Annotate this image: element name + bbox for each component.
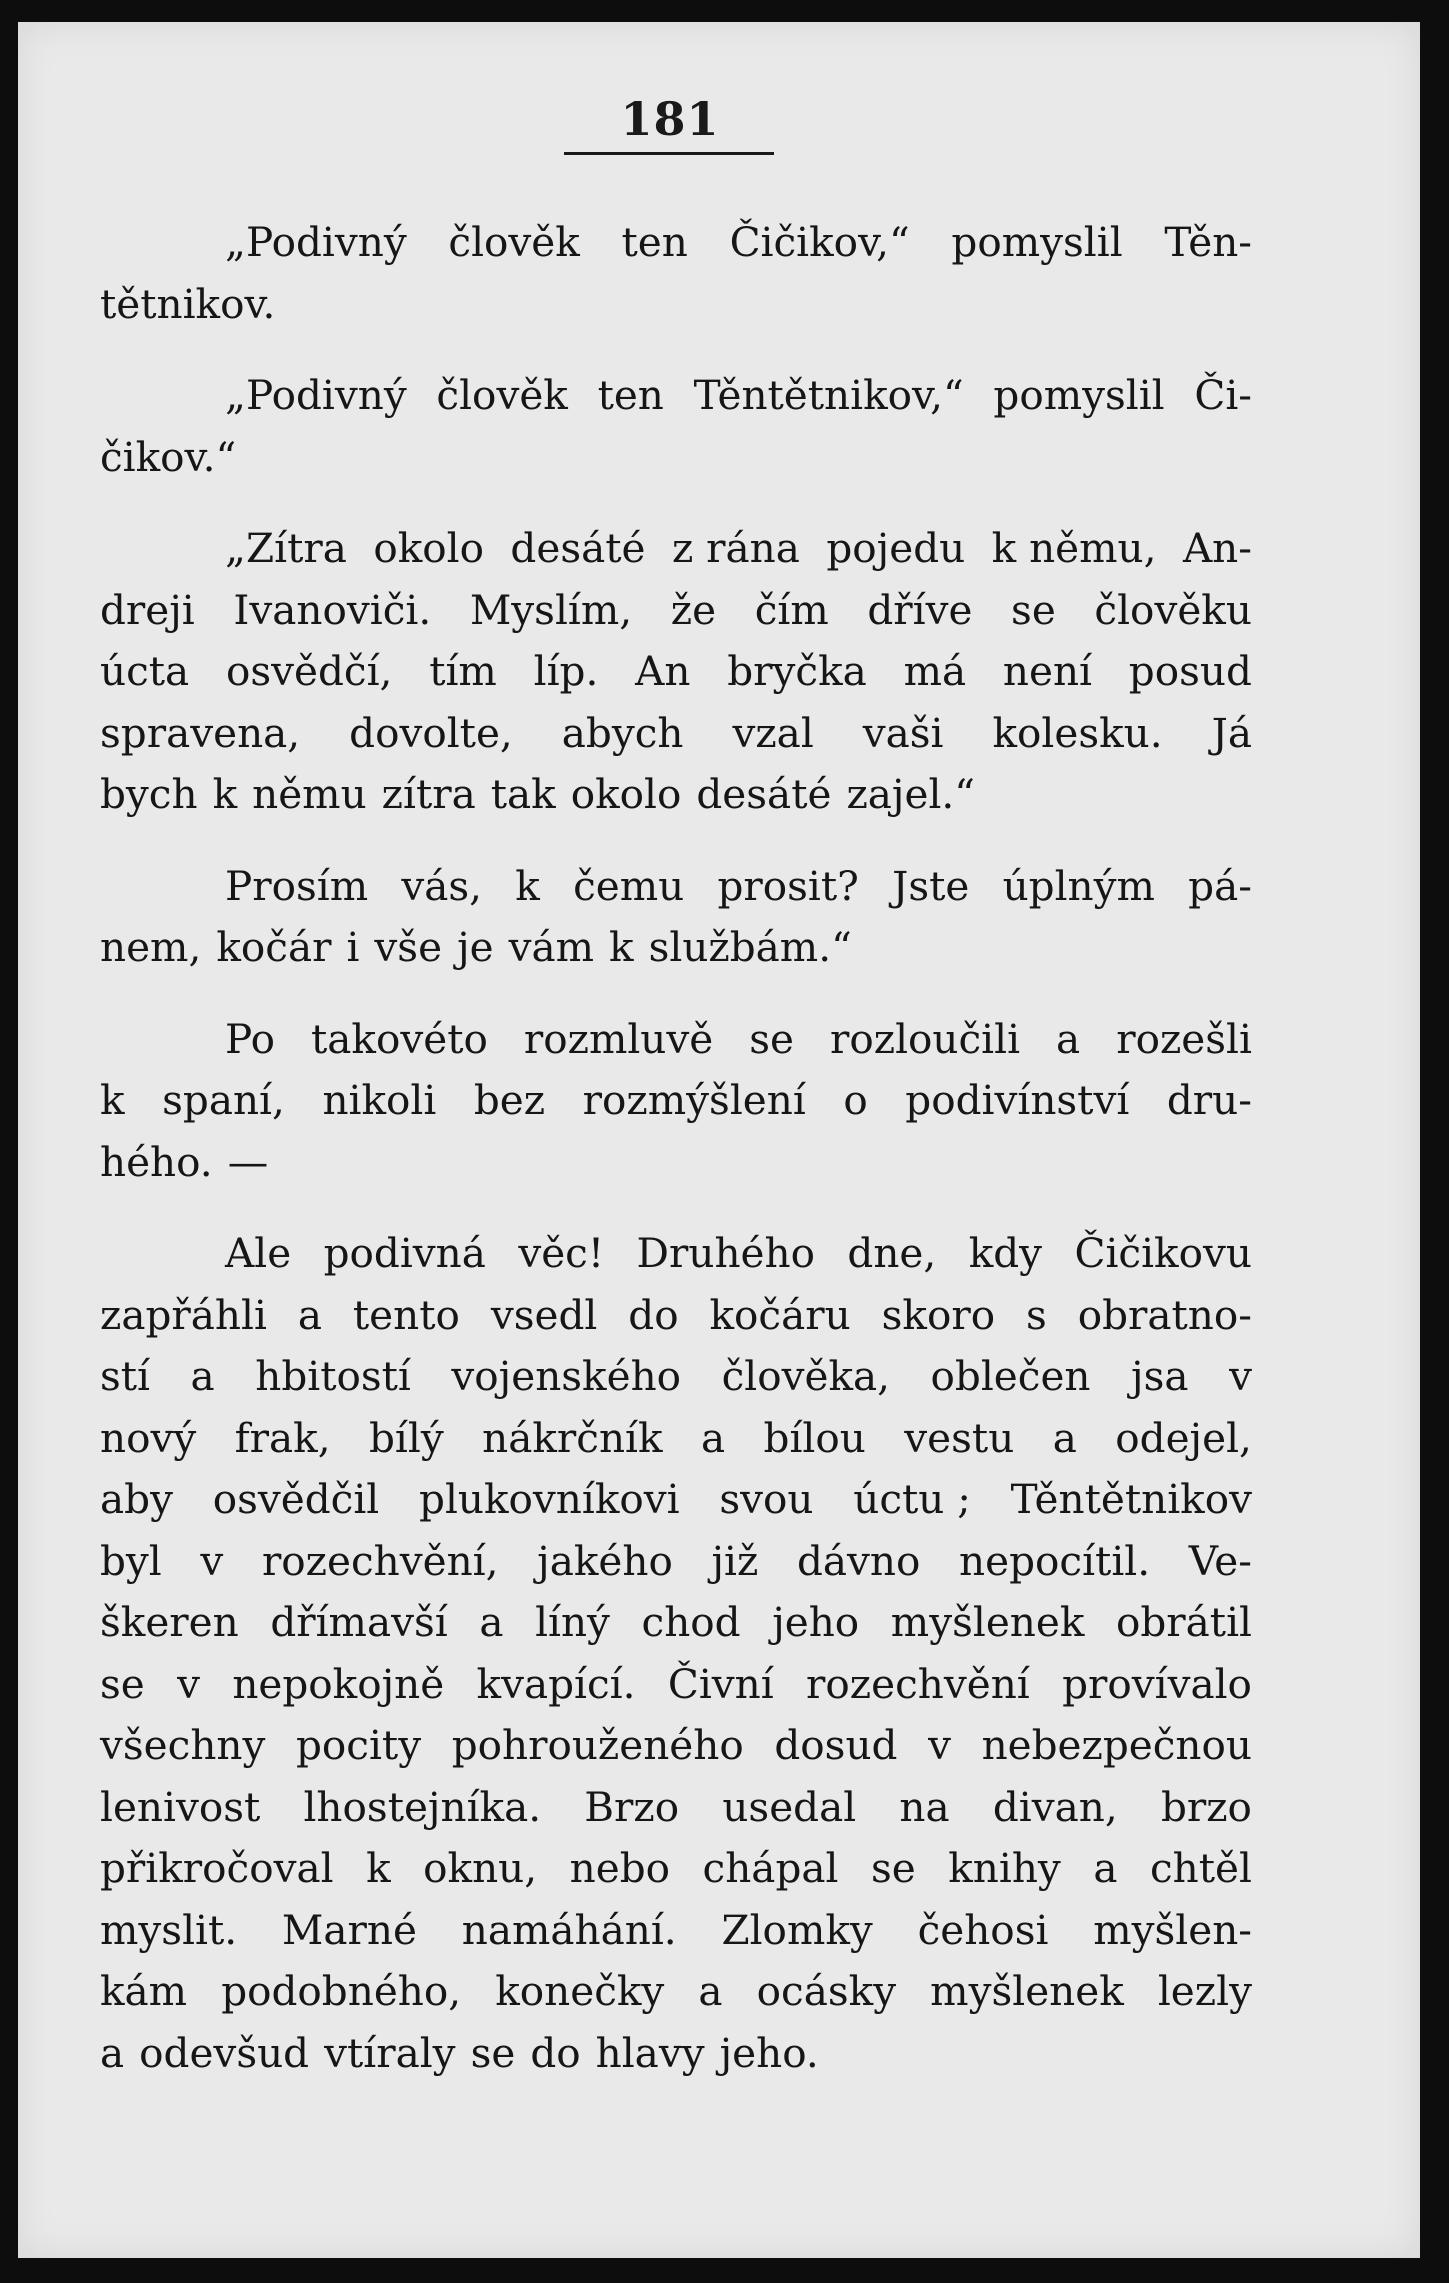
paragraph [100,856,1252,979]
word: Druhého [636,1229,815,1277]
text-line [100,1838,1252,1900]
word: ten [597,371,664,419]
text-line [100,917,1252,979]
word: čemu [573,861,685,910]
paragraph-gap [100,488,1252,518]
word: knihy [948,1844,1061,1892]
word: lhostejníka. [303,1782,542,1831]
word: prosit? [717,861,859,910]
word: vojenského [451,1352,682,1400]
word: škeren [100,1598,239,1646]
text-line [100,518,1252,580]
word: nebo [569,1844,671,1892]
word: není [1002,647,1093,695]
text-line [100,1715,1252,1777]
text-line [100,1469,1252,1531]
word: již [711,1536,759,1585]
word: stí [100,1352,151,1400]
word: jeho [772,1598,860,1646]
word: Já [1211,708,1252,757]
word: hlavy [595,2028,705,2077]
word: že [670,585,717,634]
word: bez [473,1076,546,1124]
word: s [1026,1290,1047,1339]
word: bych [100,770,198,818]
word: na [899,1782,950,1831]
word: kvapící. [476,1659,636,1708]
word: dovolte, [349,708,513,757]
word: Jste [892,861,970,910]
word: všechny [100,1721,266,1769]
word: okolo [570,770,682,818]
text-line [100,274,1252,336]
word: jakého [537,1536,673,1585]
word: „Podivný [225,218,407,266]
word: „Zítra [225,524,347,572]
body-text [100,212,1252,2084]
book-page [18,22,1420,2258]
word: Čivní [667,1659,774,1708]
paragraph-gap [100,1193,1252,1223]
page-number: 181 [620,92,720,146]
word: v [928,1721,951,1769]
word: Čičikov,“ [729,218,910,266]
word: rozešli [1116,1014,1252,1063]
word: usedal [722,1782,857,1831]
word: okolo [373,524,484,572]
word: a [1093,1844,1118,1892]
word: odejel, [1115,1413,1252,1462]
word: pá- [1188,861,1252,910]
word: vsedl [490,1290,598,1339]
word: rozloučili [830,1014,1021,1063]
word: An [635,647,691,695]
word: a [190,1352,215,1400]
word: rozmluvě [523,1014,714,1063]
word: jeho. [719,2028,819,2077]
word: hého. [100,1137,213,1186]
word: k [515,861,540,910]
word: tento [352,1290,460,1339]
word: je [457,923,494,971]
word: kdy [968,1229,1043,1277]
word: dne, [847,1229,937,1277]
word: nepokojně [232,1659,445,1708]
word: kočáru [709,1290,851,1339]
word: líný [535,1598,610,1646]
page-header [558,92,782,155]
word: aby [100,1475,173,1523]
word: Těntětnikov,“ [693,371,964,419]
word: dřímavší [270,1598,448,1646]
text-line [100,764,1252,826]
word: v [1229,1352,1252,1400]
word: a [1056,1014,1081,1063]
word: věc! [518,1229,605,1277]
text-line [100,1346,1252,1408]
word: se [749,1014,794,1063]
word: člověku [1094,585,1252,634]
word: chtěl [1150,1844,1252,1892]
word: byl [100,1536,162,1585]
word: se [470,2028,516,2077]
word: kám [100,1967,188,2015]
word: se [100,1659,145,1708]
word: v [177,1659,200,1708]
word: nepocítil. [959,1536,1151,1585]
word: úplným [1002,861,1155,910]
word: kočár [216,923,332,971]
word: podivínství [905,1076,1130,1124]
word: do [628,1290,679,1339]
paragraph [100,212,1252,335]
word: provívalo [1062,1659,1252,1708]
word: kolesku. [992,708,1163,757]
paragraph-gap [100,335,1252,365]
word: oknu, [423,1844,538,1892]
word: frak, [234,1413,331,1462]
word: Ale [225,1229,292,1277]
word: Brzo [584,1782,680,1831]
word: a [479,1598,504,1646]
word: rozechvění, [261,1536,499,1585]
word: nákrčník [482,1413,663,1462]
text-line [100,580,1252,642]
word: myšlen- [1093,1905,1252,1954]
word: úcta [100,647,190,695]
word: o [843,1076,868,1124]
word: se [1011,585,1056,634]
word: dříve [867,585,973,634]
word: An- [1182,524,1252,572]
word: přikročoval [100,1844,334,1892]
word: obrátil [1115,1598,1252,1646]
word: takovéto [311,1014,488,1063]
word: abych [561,708,684,757]
word: Zlomky [721,1905,873,1954]
word: a [698,1967,723,2015]
word: myšlenek [930,1967,1124,2015]
word: Čičikovu [1074,1229,1252,1277]
word: podivná [323,1229,486,1277]
word: vzal [732,708,814,757]
word: dosud [774,1721,898,1769]
word: brzo [1160,1782,1252,1831]
word: pojedu [826,524,966,572]
text-line [100,2023,1252,2085]
text-line [100,427,1252,489]
word: desáté [510,524,646,572]
word: osvědčil [212,1475,380,1523]
paragraph [100,518,1252,826]
word: k němu, [991,524,1157,572]
word: vtíraly [324,2028,456,2077]
word: spaní, [162,1076,285,1124]
word: hbitostí [255,1352,411,1400]
text-line [100,1070,1252,1132]
word: ocásky [756,1967,897,2015]
word: pohrouženého [451,1721,744,1769]
word: líp. [533,647,599,695]
word: Ve- [1188,1536,1252,1585]
word: obratno- [1077,1290,1252,1339]
header-rule [564,152,774,155]
word: vám [508,923,595,971]
word: plukovníkovi [419,1475,680,1523]
word: a [1052,1413,1077,1462]
word: bílý [369,1413,444,1462]
word: vše [374,923,443,971]
word: Těn- [1164,218,1252,266]
word: rozechvění [806,1659,1030,1708]
word: Prosím [225,861,369,910]
word: spravena, [100,708,301,757]
word: k [212,770,238,818]
text-line [100,1408,1252,1470]
word: pomyslil [993,371,1165,419]
word: — [227,1137,269,1186]
word: a [700,1413,726,1462]
text-line [100,1777,1252,1839]
word: čehosi [917,1905,1049,1954]
text-line [100,1592,1252,1654]
text-line [100,703,1252,765]
text-line [100,1531,1252,1593]
word: konečky [495,1967,665,2015]
word: a [100,2028,125,2077]
word: bryčka [727,647,867,695]
word: má [903,647,967,695]
word: zajel.“ [846,770,975,818]
word: posud [1128,647,1252,695]
text-line [100,641,1252,703]
word: lenivost [100,1782,261,1831]
word: Ivanoviči. [233,585,432,634]
word: čím [754,585,829,634]
word: člověk [436,371,568,419]
word: vaši [862,708,944,757]
text-line [100,1961,1252,2023]
word: oblečen [930,1352,1091,1400]
word: chod [641,1598,741,1646]
text-line [100,1223,1252,1285]
word: Či- [1194,371,1252,419]
word: z rána [671,524,800,572]
word: do [530,2028,581,2077]
word: tak [490,770,556,818]
word: svou [719,1475,814,1523]
paragraph [100,365,1252,488]
word: skoro [881,1290,996,1339]
word: vás, [401,861,483,910]
word: Těntětnikov [1010,1475,1252,1523]
word: ten [621,218,688,266]
paragraph [100,1009,1252,1194]
word: službám.“ [648,923,852,971]
word: zítra [381,770,476,818]
paragraph-gap [100,979,1252,1009]
word: nový [100,1413,197,1462]
word: k [366,1844,391,1892]
word: k [609,923,634,971]
word: tím [429,647,497,695]
word: nem, [100,923,202,971]
word: a [297,1290,322,1339]
word: jsa [1131,1352,1189,1400]
text-line [100,212,1252,274]
word: v [200,1536,224,1585]
word: zapřáhli [100,1290,267,1339]
word: rozmýšlení [582,1076,806,1124]
paragraph-gap [100,826,1252,856]
paragraph [100,1223,1252,2084]
word: myslit. [100,1905,238,1954]
word: osvědčí, [225,647,393,695]
word: se [870,1844,916,1892]
word: úctu ; [853,1475,971,1523]
word: čikov.“ [100,432,237,481]
word: lezly [1157,1967,1252,2015]
word: Myslím, [469,585,633,634]
word: „Podivný [225,371,407,419]
word: Marné [281,1905,417,1954]
word: divan, [992,1782,1118,1831]
text-line [100,1285,1252,1347]
word: myšlenek [890,1598,1085,1646]
text-line [100,1900,1252,1962]
word: tětnikov. [100,279,276,328]
word: pomyslil [951,218,1123,266]
word: k [100,1076,125,1124]
word: odevšud [139,2028,310,2077]
word: bílou [763,1413,866,1462]
text-line [100,1009,1252,1071]
word: dru- [1166,1076,1252,1124]
word: dreji [100,585,195,634]
word: dávno [796,1536,921,1585]
word: podobného, [221,1967,462,2015]
word: nikoli [322,1076,437,1124]
word: vestu [904,1413,1015,1462]
text-line [100,1132,1252,1194]
word: chápal [702,1844,839,1892]
word: pocity [295,1721,422,1769]
text-line [100,365,1252,427]
word: desáté [696,770,832,818]
word: člověk [448,218,580,266]
word: namáhání. [461,1905,677,1954]
word: i [346,923,360,971]
word: Po [225,1014,275,1063]
text-line [100,1654,1252,1716]
word: nebezpečnou [981,1721,1252,1769]
word: němu [252,770,367,818]
word: člověka, [721,1352,891,1400]
text-line [100,856,1252,918]
